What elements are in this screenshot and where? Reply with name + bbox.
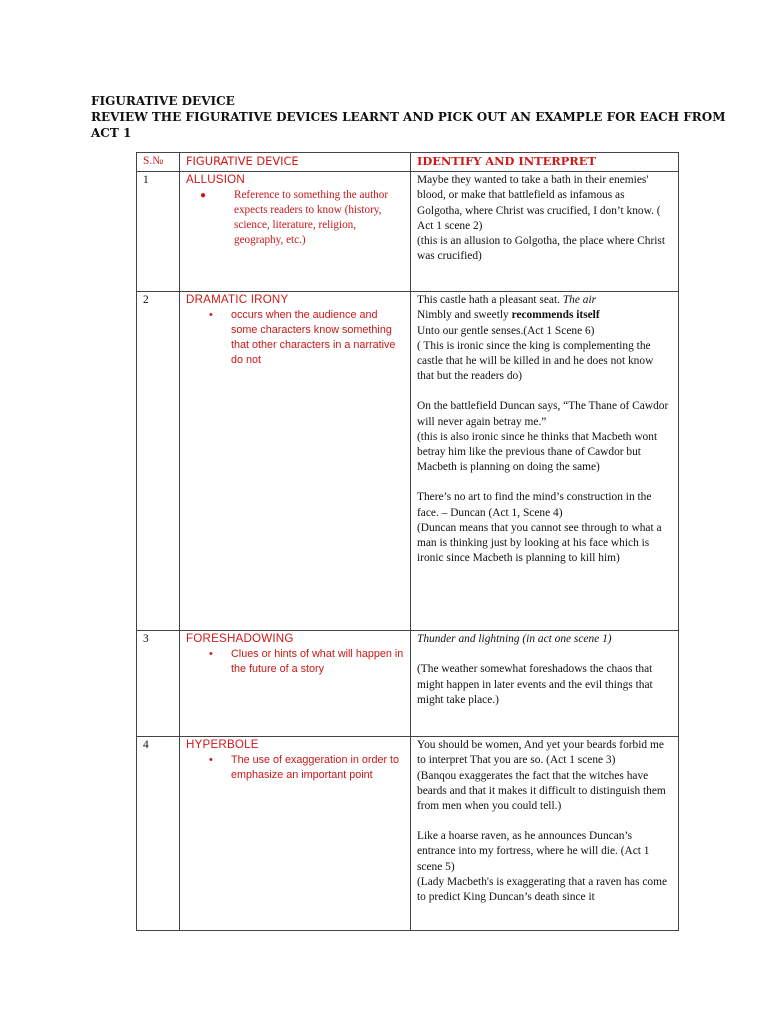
bullet-icon: ● bbox=[200, 190, 207, 202]
definition-text: Reference to something the author expects readers to know (history, science, literature, religion, geography, etc.) bbox=[234, 189, 389, 247]
device-definition bbox=[186, 753, 404, 783]
bullet-icon: • bbox=[209, 754, 213, 767]
device-name: DRAMATIC IRONY bbox=[186, 293, 289, 307]
example-cell bbox=[411, 631, 679, 737]
figurative-devices-table bbox=[136, 152, 679, 931]
device-cell bbox=[180, 172, 411, 292]
table-row bbox=[137, 172, 679, 292]
example-quote: On the battlefield Duncan says, “The Thane of Cawdor will never again betray me.” bbox=[417, 400, 669, 428]
quote-text: Nimbly and sweetly bbox=[417, 309, 512, 322]
heading-instruction-cont: ACT 1 bbox=[91, 126, 132, 140]
quote-italic: The air bbox=[562, 294, 597, 307]
example-cell bbox=[411, 172, 679, 292]
heading-instruction: REVIEW THE FIGURATIVE DEVICES LEARNT AND PICK OUT AN EXAMPLE FOR EACH FROM bbox=[91, 110, 726, 124]
example-quote: Unto our gentle senses.(Act 1 Scene 6) bbox=[417, 324, 595, 337]
example-interpretation: (Lady Macbeth's is exaggerating that a raven has come to predict King Duncan’s death since it bbox=[417, 875, 668, 904]
row-number: 1 bbox=[137, 172, 180, 292]
definition-text: The use of exaggeration in order to emphasize an important point bbox=[231, 754, 400, 782]
example-quote bbox=[417, 293, 672, 308]
example-quote: You should be women, And yet your beards forbid me to interpret That you are so. (Act 1 scene 3) bbox=[417, 739, 664, 767]
bullet-icon: • bbox=[209, 309, 213, 322]
table-header-row bbox=[137, 153, 679, 172]
row-number: 4 bbox=[137, 737, 180, 931]
device-cell bbox=[180, 292, 411, 631]
document-heading bbox=[91, 93, 726, 141]
example-interpretation: ( This is ironic since the king is complementing the castle that he will be killed in and he does not know that but the readers do) bbox=[417, 339, 654, 383]
example-interpretation: (this is an allusion to Golgotha, the place where Christ was crucified) bbox=[417, 235, 666, 263]
row-number: 3 bbox=[137, 631, 180, 737]
device-definition bbox=[186, 308, 404, 368]
example-quote: There’s no art to find the mind’s construction in the face. – Duncan (Act 1, Scene 4) bbox=[417, 491, 652, 519]
device-definition bbox=[186, 188, 404, 248]
row-number: 2 bbox=[137, 292, 180, 631]
example-cell bbox=[411, 737, 679, 931]
header-sno: S.№ bbox=[137, 153, 180, 172]
example-interpretation: (Banqou exaggerates the fact that the witches have beards and that it makes it difficult to distinguish them from men when you could tell.) bbox=[417, 769, 666, 813]
example-cell bbox=[411, 292, 679, 631]
example-quote bbox=[417, 308, 672, 323]
device-cell bbox=[180, 631, 411, 737]
table-row bbox=[137, 292, 679, 631]
example-interpretation: (The weather somewhat foreshadows the chaos that might happen in later events and the evil things that might take place.) bbox=[417, 663, 653, 706]
example-quote: Maybe they wanted to take a bath in their enemies' blood, or make that battlefield as infamous as Golgotha, where Christ was crucified, I don’t know. ( Act 1 scene 2) bbox=[417, 174, 661, 232]
table-row bbox=[137, 737, 679, 931]
definition-text: occurs when the audience and some characters know something that other characters in a narrative do not bbox=[231, 309, 396, 367]
heading-title: FIGURATIVE DEVICE bbox=[91, 94, 235, 108]
bullet-icon: • bbox=[209, 648, 213, 661]
device-name: FORESHADOWING bbox=[186, 632, 294, 646]
quote-bold: recommends itself bbox=[511, 309, 600, 322]
device-name: ALLUSION bbox=[186, 173, 245, 187]
quote-text: This castle hath a pleasant seat. bbox=[417, 294, 563, 307]
example-interpretation: (this is also ironic since he thinks that Macbeth wont betray him like the previous thane of Cawdor but Macbeth is planning on doing the same) bbox=[417, 430, 658, 474]
definition-text: Clues or hints of what will happen in the future of a story bbox=[231, 648, 404, 676]
header-device: FIGURATIVE DEVICE bbox=[180, 153, 411, 172]
device-cell bbox=[180, 737, 411, 931]
device-name: HYPERBOLE bbox=[186, 738, 259, 752]
example-interpretation: (Duncan means that you cannot see through to what a man is thinking just by looking at his face which is ironic since Macbeth is planning to kill him) bbox=[417, 521, 662, 565]
table-row bbox=[137, 631, 679, 737]
header-interpret: IDENTIFY AND INTERPRET bbox=[411, 153, 679, 172]
example-quote: Thunder and lightning (in act one scene 1) bbox=[417, 633, 612, 646]
example-quote: Like a hoarse raven, as he announces Duncan’s entrance into my fortress, where he will die. (Act 1 scene 5) bbox=[417, 830, 650, 873]
device-definition bbox=[186, 647, 404, 677]
